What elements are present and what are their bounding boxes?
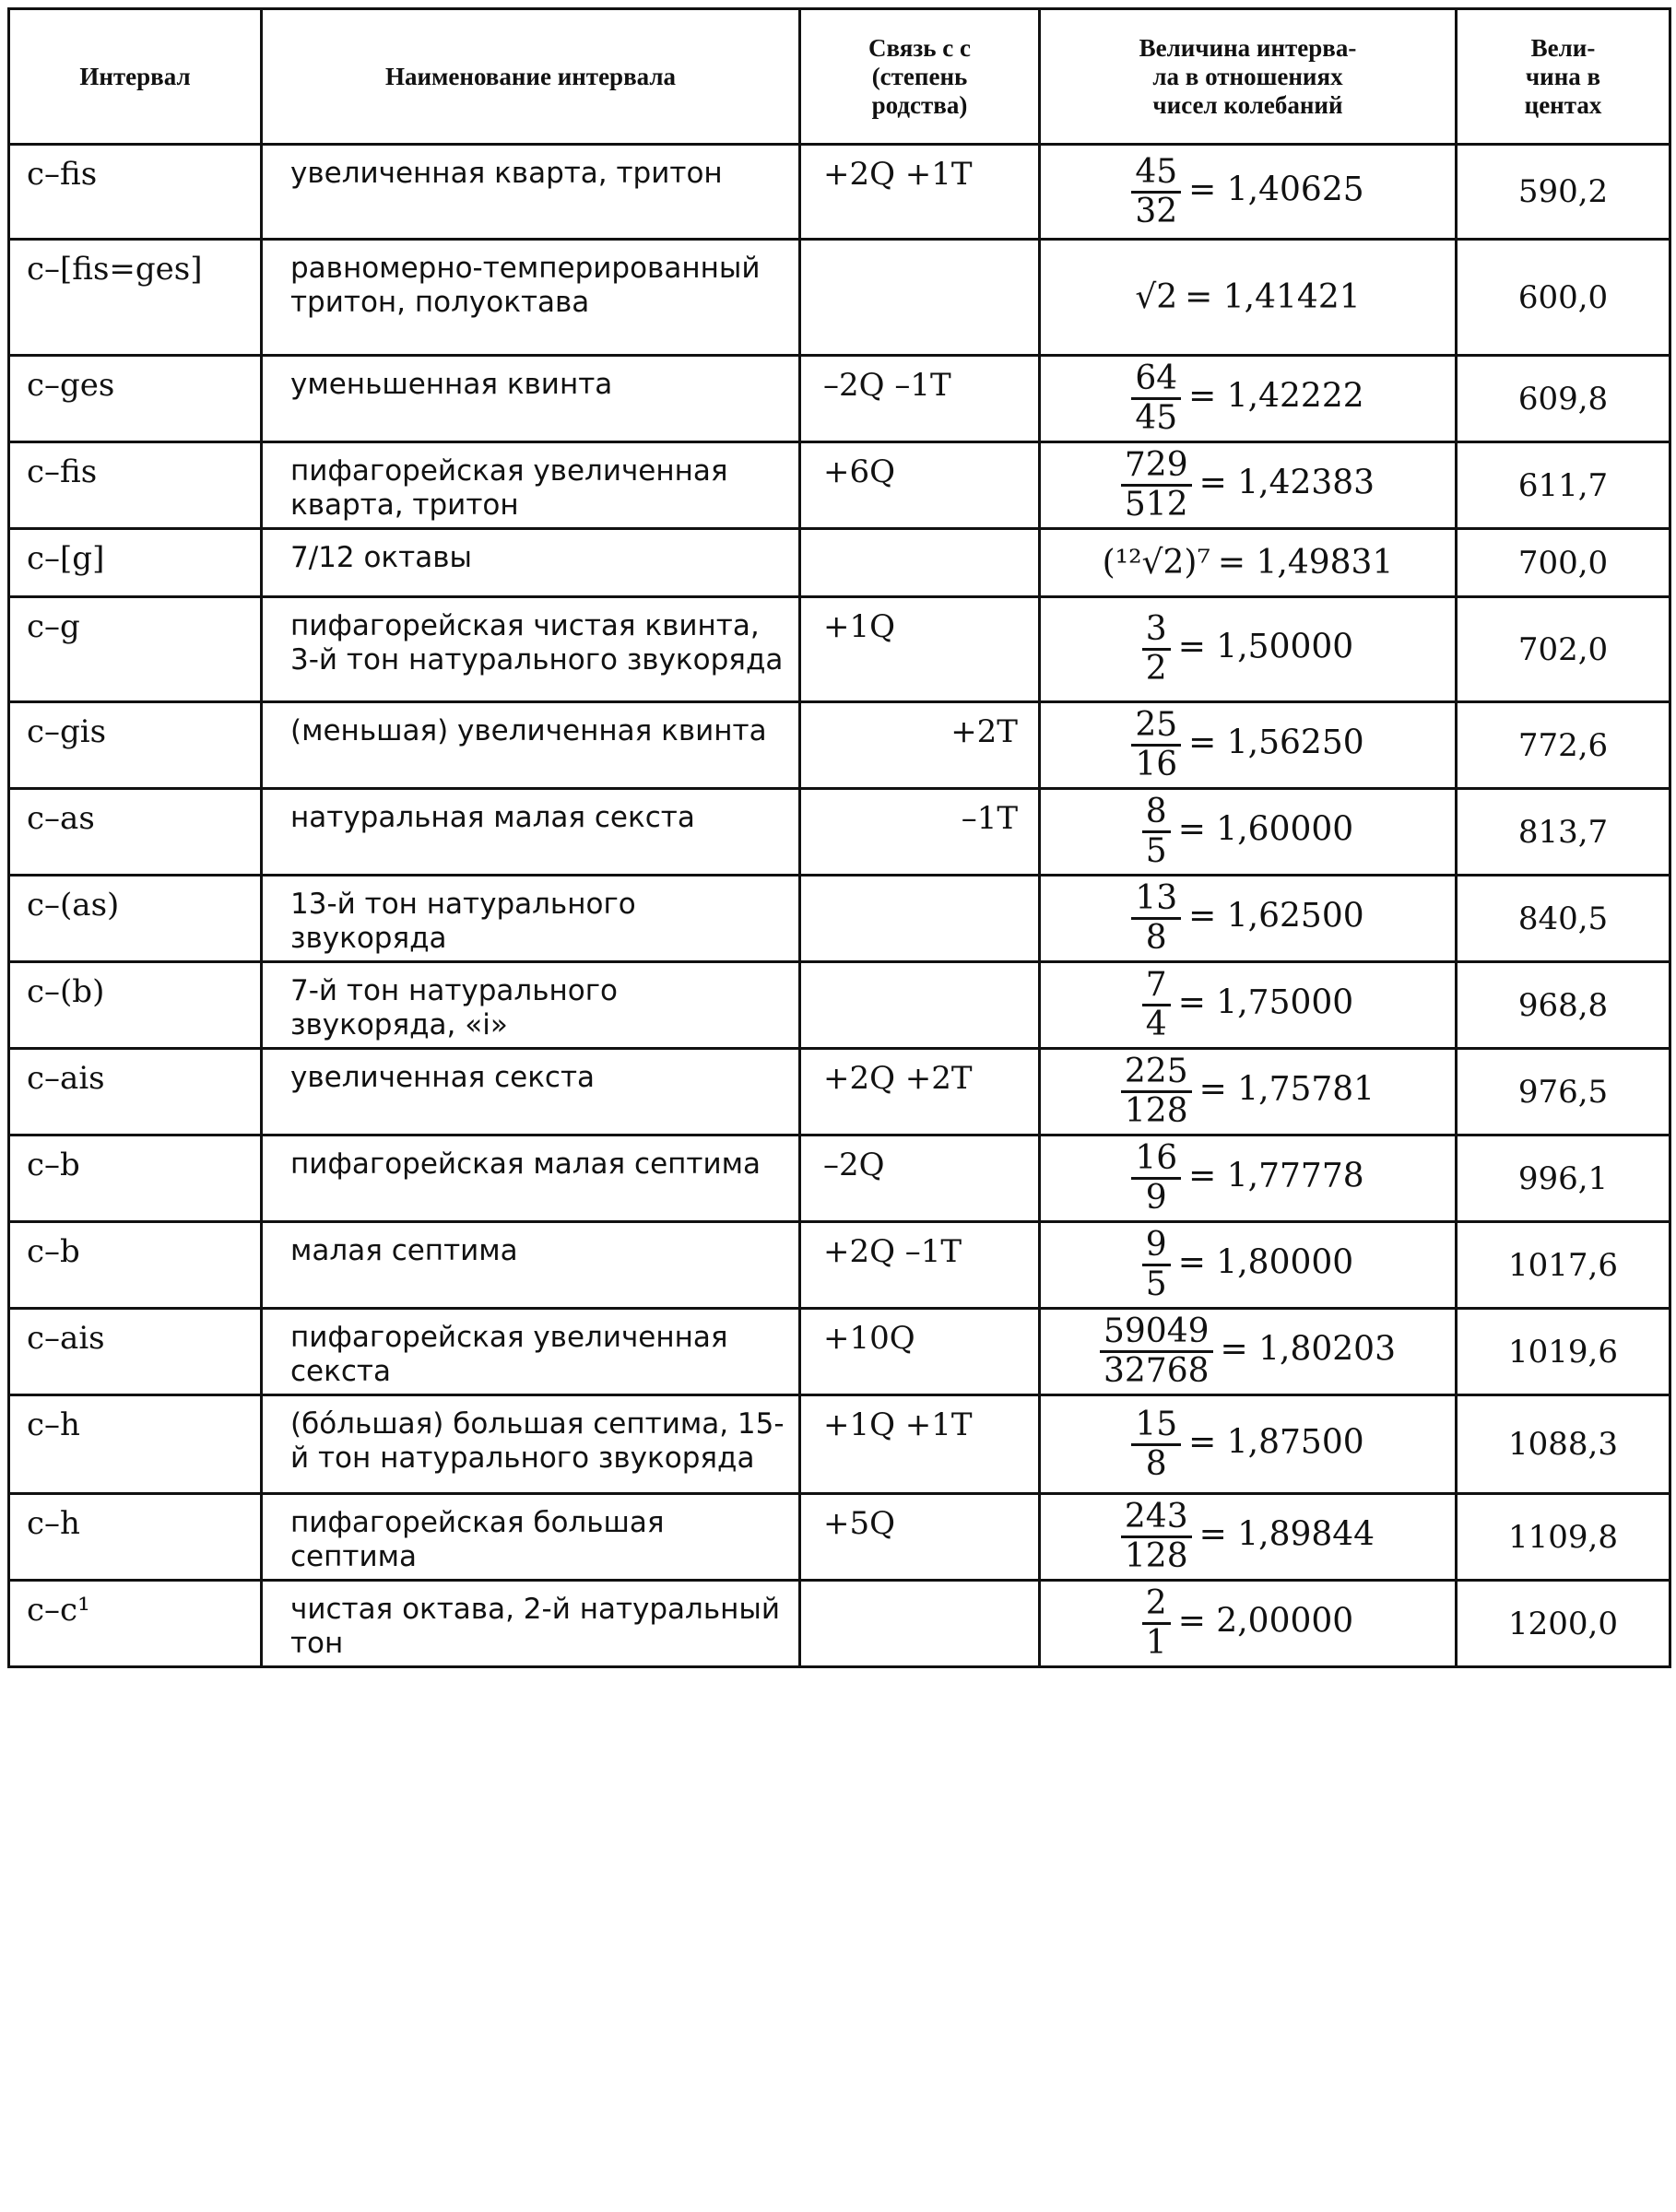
cents-cell: 700,0 [1457,529,1670,597]
interval-name-cell: чистая октава, 2-й натуральный тон [262,1581,800,1667]
table-row [9,876,1670,962]
interval-name-cell: пифагорейская большая септима [262,1494,800,1581]
interval-cell: c–gis [9,702,262,789]
cents-cell: 996,1 [1457,1135,1670,1222]
fraction-numerator: 243 [1121,1499,1192,1538]
fraction-denominator: 1 [1145,1624,1167,1662]
header-line: ла в отношениях [1152,62,1343,90]
interval-cell: c–[g] [9,529,262,597]
cents-cell: 976,5 [1457,1049,1670,1135]
ratio-decimal: = 1,80203 [1220,1330,1396,1369]
header-line: чисел колебаний [1152,90,1343,119]
relation-cell: –2Q –1T [800,356,1040,442]
header-line: Связь с с [868,33,971,62]
ratio-decimal: = 1,42222 [1188,377,1364,416]
fraction-denominator: 32768 [1103,1352,1210,1390]
interval-name-cell: увеличенная секста [262,1049,800,1135]
fraction-numerator: 2 [1142,1585,1171,1625]
header-ratio [1040,9,1457,145]
table-row [9,597,1670,702]
fraction-denominator: 128 [1124,1537,1188,1575]
ratio-decimal: = 1,40625 [1188,171,1364,208]
ratio-decimal: = 1,75000 [1177,983,1354,1022]
relation-cell: +1Q [800,597,1040,702]
ratio-decimal: = 1,75781 [1198,1070,1375,1109]
fraction-denominator: 2 [1145,650,1167,688]
header-interval-name [262,9,800,145]
interval-cell: c–[fis=ges] [9,240,262,356]
table-row [9,789,1670,876]
cents-cell: 1017,6 [1457,1222,1670,1309]
fraction [1121,1499,1192,1575]
cents-cell: 1088,3 [1457,1395,1670,1494]
fraction-numerator: 15 [1131,1406,1181,1446]
header-row [9,9,1670,145]
ratio-expression: √2 [1135,277,1178,316]
interval-cell: c–(b) [9,962,262,1049]
ratio-decimal: = 1,42383 [1198,464,1375,502]
table-row [9,1309,1670,1395]
fraction [1142,967,1171,1043]
ratio-decimal: = 1,50000 [1177,628,1354,666]
interval-name-cell: увеличенная кварта, тритон [262,145,800,240]
table-row [9,442,1670,529]
interval-name-cell: уменьшенная квинта [262,356,800,442]
ratio-cell [1040,789,1457,876]
relation-cell: +5Q [800,1494,1040,1581]
ratio-decimal: = 1,80000 [1177,1243,1354,1282]
table-row [9,1049,1670,1135]
ratio-cell [1040,962,1457,1049]
relation-cell [800,962,1040,1049]
interval-cell: c–fis [9,145,262,240]
cents-cell: 611,7 [1457,442,1670,529]
document-page [7,7,1669,1668]
header-interval [9,9,262,145]
ratio-decimal: = 1,49831 [1217,543,1394,582]
fraction-numerator: 13 [1131,880,1181,920]
fraction-numerator: 7 [1142,967,1171,1006]
interval-name-cell: (бóльшая) большая септима, 15-й тон натурального звукоряда [262,1395,800,1494]
header-line: (степень [871,62,968,90]
fraction-numerator: 64 [1131,360,1181,400]
ratio-decimal: = 1,77778 [1188,1157,1364,1195]
relation-cell: +1Q +1T [800,1395,1040,1494]
fraction [1131,1406,1181,1483]
interval-cell: c–h [9,1395,262,1494]
table-row [9,240,1670,356]
fraction-denominator: 512 [1124,486,1188,524]
table-row [9,1222,1670,1309]
ratio-expression: (¹²√2)⁷ [1102,543,1210,582]
interval-name-cell: 7-й тон натурального звукоряда, «i» [262,962,800,1049]
interval-cell: c–ais [9,1309,262,1395]
interval-cell: c–(as) [9,876,262,962]
interval-cell: c–b [9,1135,262,1222]
relation-cell [800,1581,1040,1667]
relation-cell: +2Q –1T [800,1222,1040,1309]
interval-name-cell: пифагорейская увеличенная кварта, тритон [262,442,800,529]
cents-cell: 772,6 [1457,702,1670,789]
fraction-denominator: 5 [1145,832,1167,870]
table-row [9,145,1670,240]
interval-cell: c–fis [9,442,262,529]
cents-cell: 840,5 [1457,876,1670,962]
header-line: центах [1524,90,1602,119]
interval-name-cell: (меньшая) увеличенная квинта [262,702,800,789]
interval-cell: c–g [9,597,262,702]
ratio-cell [1040,1309,1457,1395]
interval-name-cell: равномерно-темперированный тритон, полуоктава [262,240,800,356]
fraction [1100,1313,1213,1390]
header-line: Наименование интервала [384,62,677,90]
relation-value: –1T [961,800,1018,837]
fraction [1121,447,1192,524]
ratio-cell [1040,1395,1457,1494]
ratio-cell [1040,1135,1457,1222]
cents-cell: 702,0 [1457,597,1670,702]
fraction-denominator: 16 [1135,746,1178,783]
ratio-decimal: = 1,41421 [1185,277,1361,316]
fraction [1121,1053,1192,1130]
interval-name-cell: пифагорейская увеличенная секста [262,1309,800,1395]
interval-cell: c–ais [9,1049,262,1135]
ratio-cell [1040,702,1457,789]
table-row [9,962,1670,1049]
relation-cell: +2Q +2T [800,1049,1040,1135]
fraction [1131,154,1181,230]
ratio-cell [1040,240,1457,356]
ratio-decimal: = 1,60000 [1177,810,1354,849]
fraction-denominator: 4 [1145,1006,1167,1043]
cents-cell: 609,8 [1457,356,1670,442]
relation-cell: +6Q [800,442,1040,529]
ratio-decimal: = 1,62500 [1188,897,1364,935]
ratio-decimal: = 1,89844 [1198,1515,1375,1554]
ratio-cell [1040,442,1457,529]
fraction-numerator: 8 [1142,794,1171,833]
header-line: Вели- [1530,33,1596,62]
interval-name-cell: пифагорейская малая септима [262,1135,800,1222]
cents-cell: 1109,8 [1457,1494,1670,1581]
fraction-numerator: 225 [1121,1053,1192,1093]
header-cents [1457,9,1670,145]
intervals-table [7,7,1671,1668]
relation-cell [800,240,1040,356]
table-row [9,1494,1670,1581]
interval-cell: c–c¹ [9,1581,262,1667]
ratio-decimal: = 1,56250 [1188,724,1364,762]
table-row [9,1135,1670,1222]
interval-cell: c–ges [9,356,262,442]
ratio-cell [1040,145,1457,240]
fraction-numerator: 45 [1131,154,1181,194]
fraction [1131,880,1181,957]
relation-value: +2T [950,713,1018,750]
interval-cell: c–b [9,1222,262,1309]
interval-cell: c–h [9,1494,262,1581]
cents-cell: 600,0 [1457,240,1670,356]
relation-cell: +2Q +1T [800,145,1040,240]
relation-cell [800,529,1040,597]
fraction-numerator: 9 [1142,1227,1171,1266]
ratio-cell [1040,356,1457,442]
ratio-decimal: = 1,87500 [1188,1423,1364,1461]
ratio-cell [1040,1494,1457,1581]
table-row [9,529,1670,597]
cents-cell: 968,8 [1457,962,1670,1049]
fraction [1131,360,1181,437]
fraction-numerator: 25 [1131,707,1181,747]
table-row [9,356,1670,442]
relation-cell [800,789,1040,876]
ratio-cell [1040,597,1457,702]
ratio-cell [1040,529,1457,597]
fraction-denominator: 32 [1135,192,1178,230]
fraction-numerator: 729 [1121,447,1192,487]
header-relation [800,9,1040,145]
cents-cell: 590,2 [1457,145,1670,240]
fraction-denominator: 128 [1124,1092,1188,1130]
ratio-cell [1040,876,1457,962]
cents-cell: 1019,6 [1457,1309,1670,1395]
header-line: Интервал [79,62,191,90]
ratio-cell [1040,1222,1457,1309]
interval-cell: c–as [9,789,262,876]
fraction-numerator: 16 [1131,1140,1181,1180]
interval-name-cell: 13-й тон натурального звукоряда [262,876,800,962]
header-line: родства) [871,90,968,119]
fraction-denominator: 5 [1145,1265,1167,1303]
fraction [1142,1585,1171,1662]
fraction-denominator: 8 [1145,1444,1167,1483]
header-line: Величина интерва- [1139,33,1357,62]
cents-cell: 1200,0 [1457,1581,1670,1667]
relation-cell [800,876,1040,962]
header-line: чина в [1525,62,1601,90]
table-row [9,1581,1670,1667]
fraction-numerator: 59049 [1100,1313,1213,1353]
interval-name-cell: малая септима [262,1222,800,1309]
fraction [1131,1140,1181,1217]
interval-name-cell: натуральная малая секста [262,789,800,876]
relation-cell: –2Q [800,1135,1040,1222]
table-row [9,702,1670,789]
relation-cell: +10Q [800,1309,1040,1395]
ratio-cell [1040,1049,1457,1135]
interval-name-cell: 7/12 октавы [262,529,800,597]
fraction-numerator: 3 [1142,611,1171,651]
fraction-denominator: 8 [1145,919,1167,957]
table-body [9,145,1670,1667]
relation-cell [800,702,1040,789]
fraction [1142,611,1171,688]
fraction-denominator: 9 [1145,1179,1167,1217]
cents-cell: 813,7 [1457,789,1670,876]
fraction-denominator: 45 [1135,399,1178,437]
fraction [1142,794,1171,870]
ratio-cell [1040,1581,1457,1667]
ratio-decimal: = 2,00000 [1177,1602,1354,1641]
interval-name-cell: пифагорейская чистая квинта, 3-й тон натурального звукоряда [262,597,800,702]
fraction [1131,707,1181,783]
table-row [9,1395,1670,1494]
fraction [1142,1227,1171,1303]
